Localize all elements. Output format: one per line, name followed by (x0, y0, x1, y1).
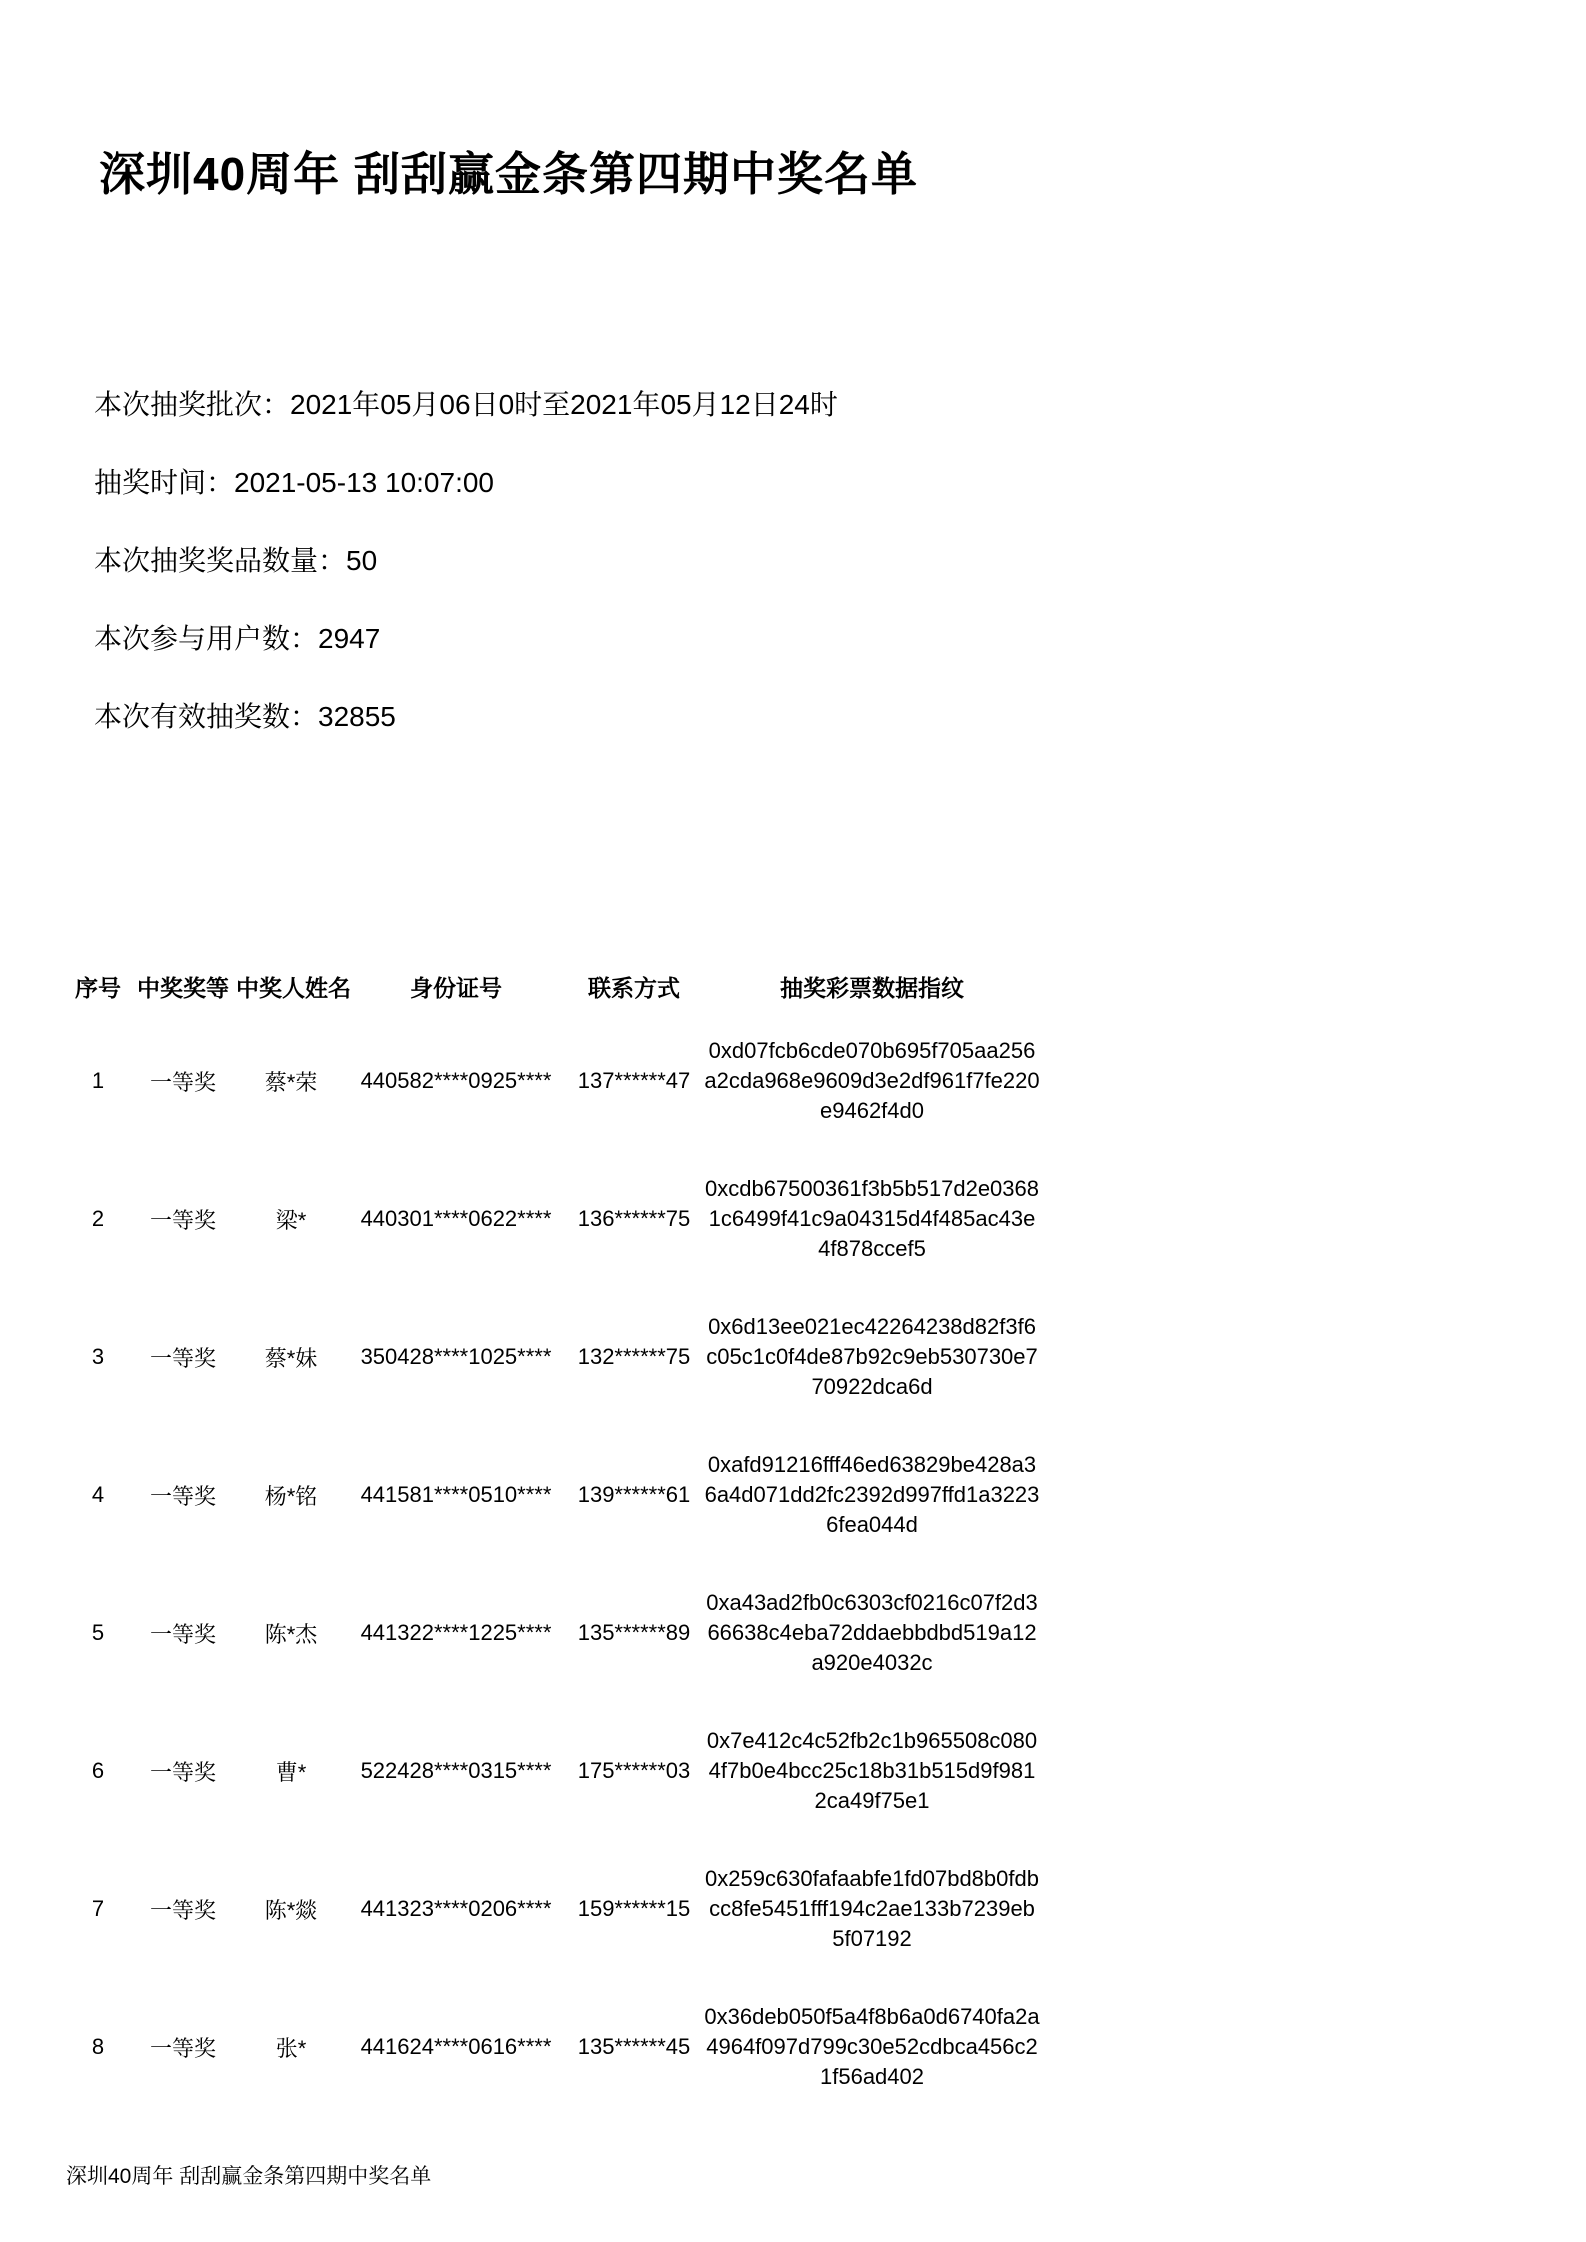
cell-serial: 1 (91, 1068, 105, 1093)
page-footer: 深圳40周年 刮刮赢金条第四期中奖名单 (66, 2165, 432, 2188)
cell-prize-level: 一等奖 (149, 1759, 216, 1785)
col-header-serial: 序号 (75, 975, 121, 1001)
table-row (66, 1840, 1042, 1978)
draw-meta-block (94, 388, 838, 778)
cell-contact: 175******03 (577, 1758, 691, 1783)
col-header-contact: 联系方式 (588, 975, 680, 1001)
winners-table (66, 960, 1042, 2116)
cell-contact: 135******89 (577, 1620, 691, 1645)
cell-serial: 5 (91, 1620, 105, 1645)
cell-ticket-fingerprint: 0x259c630fafaabfe1fd07bd8b0fdbcc8fe5451fff194c2ae133b7239eb5f07192 (705, 1866, 1039, 1951)
cell-id-number: 441581****0510**** (360, 1482, 552, 1507)
table-row (66, 1012, 1042, 1150)
col-header-ticket-fingerprint: 抽奖彩票数据指纹 (780, 975, 964, 1001)
cell-contact: 139******61 (577, 1482, 691, 1507)
cell-winner-name: 曹* (275, 1759, 307, 1785)
cell-winner-name: 张* (275, 2035, 307, 2061)
cell-winner-name: 蔡*妹 (264, 1345, 318, 1371)
table-row (66, 1426, 1042, 1564)
meta-participant-count: 本次参与用户数：2947 (94, 623, 381, 654)
cell-ticket-fingerprint: 0x6d13ee021ec42264238d82f3f6c05c1c0f4de87b92c9eb530730e770922dca6d (706, 1314, 1038, 1399)
cell-winner-name: 陈*燚 (264, 1897, 318, 1923)
cell-winner-name: 蔡*荣 (264, 1069, 318, 1095)
cell-contact: 136******75 (577, 1206, 691, 1231)
cell-serial: 7 (91, 1896, 105, 1921)
table-row (66, 1564, 1042, 1702)
cell-id-number: 440301****0622**** (360, 1206, 552, 1231)
table-row (66, 1150, 1042, 1288)
cell-prize-level: 一等奖 (149, 1069, 216, 1095)
cell-ticket-fingerprint: 0xcdb67500361f3b5b517d2e03681c6499f41c9a04315d4f485ac43e4f878ccef5 (705, 1176, 1039, 1261)
col-header-winner-name: 中奖人姓名 (236, 975, 351, 1001)
meta-draw-time: 抽奖时间：2021-05-13 10:07:00 (94, 467, 494, 498)
cell-ticket-fingerprint: 0xa43ad2fb0c6303cf0216c07f2d366638c4eba72ddaebbdbd519a12a920e4032c (706, 1590, 1038, 1675)
cell-contact: 159******15 (577, 1896, 691, 1921)
page-title: 深圳40周年 刮刮赢金条第四期中奖名单 (99, 148, 918, 200)
meta-batch: 本次抽奖批次：2021年05月06日0时至2021年05月12日24时 (94, 389, 838, 420)
cell-serial: 2 (91, 1206, 105, 1231)
col-header-id-number: 身份证号 (410, 975, 502, 1001)
cell-contact: 137******47 (577, 1068, 691, 1093)
cell-prize-level: 一等奖 (149, 1897, 216, 1923)
cell-ticket-fingerprint: 0xd07fcb6cde070b695f705aa256a2cda968e9609d3e2df961f7fe220e9462f4d0 (704, 1038, 1040, 1123)
cell-serial: 6 (91, 1758, 105, 1783)
cell-serial: 4 (91, 1482, 105, 1507)
table-row (66, 1702, 1042, 1840)
meta-valid-draw-count: 本次有效抽奖数：32855 (94, 701, 396, 732)
table-row (66, 1288, 1042, 1426)
cell-id-number: 440582****0925**** (360, 1068, 552, 1093)
cell-serial: 3 (91, 1344, 105, 1369)
cell-prize-level: 一等奖 (149, 1207, 216, 1233)
cell-prize-level: 一等奖 (149, 2035, 216, 2061)
cell-serial: 8 (91, 2034, 105, 2059)
cell-id-number: 522428****0315**** (360, 1758, 552, 1783)
cell-ticket-fingerprint: 0x7e412c4c52fb2c1b965508c0804f7b0e4bcc25c18b31b515d9f9812ca49f75e1 (706, 1728, 1038, 1813)
col-header-prize-level: 中奖奖等 (137, 975, 229, 1001)
cell-winner-name: 梁* (275, 1207, 307, 1233)
winners-table-wrap (66, 960, 1042, 2116)
cell-prize-level: 一等奖 (149, 1483, 216, 1509)
cell-contact: 135******45 (577, 2034, 691, 2059)
cell-id-number: 441624****0616**** (360, 2034, 552, 2059)
cell-prize-level: 一等奖 (149, 1345, 216, 1371)
cell-prize-level: 一等奖 (149, 1621, 216, 1647)
cell-id-number: 441323****0206**** (360, 1896, 552, 1921)
cell-ticket-fingerprint: 0xafd91216fff46ed63829be428a36a4d071dd2fc2392d997ffd1a32236fea044d (704, 1452, 1040, 1537)
cell-winner-name: 陈*杰 (264, 1621, 318, 1647)
cell-winner-name: 杨*铭 (264, 1483, 318, 1509)
table-row (66, 1978, 1042, 2116)
cell-ticket-fingerprint: 0x36deb050f5a4f8b6a0d6740fa2a4964f097d799c30e52cdbca456c21f56ad402 (704, 2004, 1040, 2089)
table-header-row (66, 960, 1042, 1012)
cell-id-number: 350428****1025**** (360, 1344, 552, 1369)
meta-prize-count: 本次抽奖奖品数量：50 (94, 545, 378, 576)
cell-contact: 132******75 (577, 1344, 691, 1369)
cell-id-number: 441322****1225**** (360, 1620, 552, 1645)
